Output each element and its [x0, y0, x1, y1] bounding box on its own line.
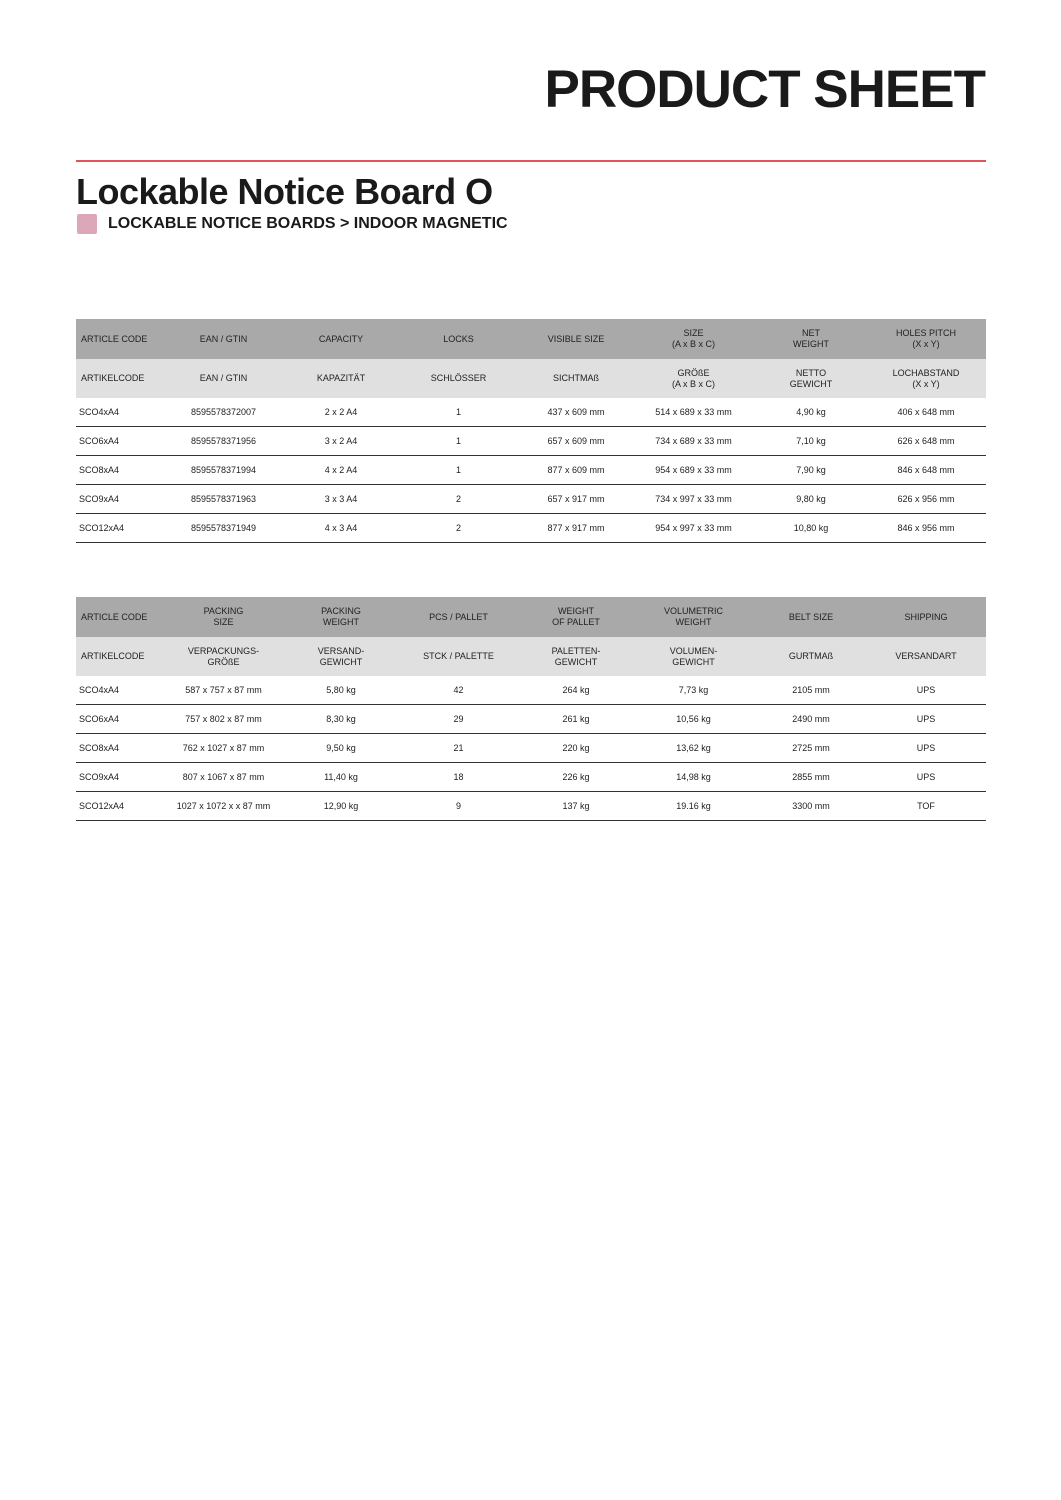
column-header-text: ARTIKELCODE [81, 373, 145, 383]
column-header [866, 597, 986, 637]
table-cell: SCO4xA4 [76, 676, 161, 705]
table-cell: 9 [396, 792, 521, 821]
table-cell: 4,90 kg [756, 398, 866, 427]
table-cell: UPS [866, 763, 986, 792]
table-row [76, 398, 986, 427]
table-cell: 10,80 kg [756, 514, 866, 543]
category-color-swatch [77, 214, 97, 234]
table-cell: 2490 mm [756, 705, 866, 734]
table-cell: 877 x 609 mm [521, 456, 631, 485]
table-cell: 657 x 917 mm [521, 485, 631, 514]
table-cell: 137 kg [521, 792, 631, 821]
table-cell: 2 [396, 514, 521, 543]
table-cell: UPS [866, 734, 986, 763]
table-cell: 261 kg [521, 705, 631, 734]
table-cell: 264 kg [521, 676, 631, 705]
column-header-text: WEIGHT [675, 617, 712, 627]
column-header [76, 637, 161, 676]
table-cell: 2855 mm [756, 763, 866, 792]
column-header-text: SICHTMAß [553, 373, 599, 383]
column-header-text: VISIBLE SIZE [547, 333, 605, 344]
table-cell: 807 x 1067 x 87 mm [161, 763, 286, 792]
table-cell: 11,40 kg [286, 763, 396, 792]
product-title: Lockable Notice Board O [76, 171, 493, 212]
category-breadcrumb [77, 213, 508, 235]
table-cell: 10,56 kg [631, 705, 756, 734]
column-header [756, 319, 866, 359]
table-cell: 4 x 3 A4 [286, 514, 396, 543]
table-cell: 846 x 648 mm [866, 456, 986, 485]
column-header [521, 597, 631, 637]
table-cell: 1 [396, 427, 521, 456]
table-row [76, 734, 986, 763]
table-cell: 18 [396, 763, 521, 792]
table-cell: 7,10 kg [756, 427, 866, 456]
column-header [631, 319, 756, 359]
column-header [396, 359, 521, 398]
table-cell: 954 x 997 x 33 mm [631, 514, 756, 543]
table-cell: 220 kg [521, 734, 631, 763]
table-cell: SCO9xA4 [76, 763, 161, 792]
column-header [631, 359, 756, 398]
table-cell: 2 [396, 485, 521, 514]
column-header-text: HOLES PITCH [895, 328, 956, 338]
column-header [521, 637, 631, 676]
column-header-text: GEWICHT [554, 656, 598, 667]
column-header [286, 319, 396, 359]
table-cell: 3300 mm [756, 792, 866, 821]
table-cell: 406 x 648 mm [866, 398, 986, 427]
column-header-text: LOCKS [443, 333, 474, 344]
column-header-text: SHIPPING [904, 611, 948, 622]
table-cell: TOF [866, 792, 986, 821]
column-header-text: SIZE [213, 617, 234, 627]
column-header-text: ARTICLE CODE [81, 333, 148, 344]
table-cell: 8595578371994 [161, 456, 286, 485]
table-cell: 19.16 kg [631, 792, 756, 821]
column-header-text: STCK / PALETTE [423, 651, 494, 661]
table-cell: SCO9xA4 [76, 485, 161, 514]
table-cell: 757 x 802 x 87 mm [161, 705, 286, 734]
table-row [76, 705, 986, 734]
column-header-text: LOCHABSTAND [892, 367, 960, 378]
column-header-text: KAPAZITÄT [316, 373, 366, 383]
document-title: PRODUCT SHEET [544, 60, 985, 119]
column-header [76, 319, 161, 359]
table-cell: 734 x 689 x 33 mm [631, 427, 756, 456]
table-cell: SCO6xA4 [76, 705, 161, 734]
table-cell: 12,90 kg [286, 792, 396, 821]
table-cell: 9,50 kg [286, 734, 396, 763]
column-header-text: GEWICHT [789, 378, 833, 389]
table-cell: 846 x 956 mm [866, 514, 986, 543]
column-header [161, 637, 286, 676]
header-row-english [76, 319, 986, 359]
column-header-text: GRÖßE [207, 656, 240, 667]
column-header [286, 597, 396, 637]
column-header [521, 319, 631, 359]
column-header-text: GEWICHT [672, 656, 715, 667]
column-header [76, 597, 161, 637]
table-cell: 626 x 648 mm [866, 427, 986, 456]
column-header [866, 359, 986, 398]
table-cell: 13,62 kg [631, 734, 756, 763]
column-header-text: NET [802, 328, 820, 338]
table-cell: 954 x 689 x 33 mm [631, 456, 756, 485]
column-header-text: NETTO [795, 367, 827, 378]
column-header-text: PCS / PALLET [429, 611, 488, 622]
column-header-text: (A x B x C) [671, 339, 715, 349]
column-header [286, 359, 396, 398]
category-label: LOCKABLE NOTICE BOARDS > INDOOR MAGNETIC [108, 215, 508, 232]
table-row [76, 456, 986, 485]
table-row [76, 676, 986, 705]
column-header [631, 637, 756, 676]
table-cell: 3 x 3 A4 [286, 485, 396, 514]
table-cell: 3 x 2 A4 [286, 427, 396, 456]
table-cell: 657 x 609 mm [521, 427, 631, 456]
column-header [756, 597, 866, 637]
table-cell: 29 [396, 705, 521, 734]
column-header [866, 637, 986, 676]
table-cell: SCO12xA4 [76, 792, 161, 821]
table-cell: 9,80 kg [756, 485, 866, 514]
table-cell: 626 x 956 mm [866, 485, 986, 514]
table-cell: 8595578371963 [161, 485, 286, 514]
column-header [161, 359, 286, 398]
column-header-text: EAN / GTIN [199, 373, 248, 383]
column-header-text: WEIGHT [323, 617, 359, 627]
column-header-text: (A x B x C) [671, 378, 715, 389]
table-cell: 8,30 kg [286, 705, 396, 734]
table-cell: 2105 mm [756, 676, 866, 705]
table-cell: 8595578372007 [161, 398, 286, 427]
table-cell: 1 [396, 456, 521, 485]
column-header [161, 319, 286, 359]
column-header-text: ARTIKELCODE [81, 651, 145, 661]
table-cell: SCO8xA4 [76, 734, 161, 763]
column-header [756, 359, 866, 398]
table-cell: 4 x 2 A4 [286, 456, 396, 485]
table-cell: 8595578371949 [161, 514, 286, 543]
table-row [76, 792, 986, 821]
column-header-text: BELT SIZE [788, 611, 834, 622]
header-row-english [76, 597, 986, 637]
table-cell: 7,90 kg [756, 456, 866, 485]
column-header-text: GURTMAß [788, 651, 834, 661]
column-header-text: PACKING [321, 606, 361, 616]
packing-specification-table [76, 597, 986, 821]
title-divider [76, 160, 986, 162]
column-header-text: EAN / GTIN [199, 333, 248, 344]
table-cell: 2 x 2 A4 [286, 398, 396, 427]
table-cell: 5,80 kg [286, 676, 396, 705]
column-header-text: (X x Y) [912, 378, 940, 389]
table-cell: SCO4xA4 [76, 398, 161, 427]
table-cell: 877 x 917 mm [521, 514, 631, 543]
column-header-text: PACKING [203, 606, 244, 616]
table-cell: 437 x 609 mm [521, 398, 631, 427]
table-cell: UPS [866, 705, 986, 734]
table-cell: SCO8xA4 [76, 456, 161, 485]
column-header-text: GRÖßE [677, 367, 710, 378]
column-header-text: VERPACKUNGS- [187, 645, 260, 656]
column-header [866, 319, 986, 359]
column-header-text: SCHLÖSSER [430, 373, 487, 383]
table-cell: 7,73 kg [631, 676, 756, 705]
column-header-text: GEWICHT [319, 656, 363, 667]
column-header-text: VERSANDART [895, 651, 957, 661]
column-header-text: WEIGHT [558, 606, 594, 616]
table-cell: 762 x 1027 x 87 mm [161, 734, 286, 763]
column-header [521, 359, 631, 398]
column-header-text: VOLUMETRIC [663, 606, 723, 616]
table-cell: 734 x 997 x 33 mm [631, 485, 756, 514]
column-header [396, 637, 521, 676]
table-cell: 8595578371956 [161, 427, 286, 456]
column-header-text: CAPACITY [318, 333, 364, 344]
table-cell: 587 x 757 x 87 mm [161, 676, 286, 705]
table-row [76, 763, 986, 792]
column-header-text: WEIGHT [793, 339, 829, 349]
column-header-text: OF PALLET [552, 617, 600, 627]
column-header-text: ARTICLE CODE [81, 611, 148, 622]
product-specification-table [76, 319, 986, 543]
table-cell: UPS [866, 676, 986, 705]
column-header [76, 359, 161, 398]
column-header-text: VOLUMEN- [669, 645, 718, 656]
table-cell: 226 kg [521, 763, 631, 792]
table-cell: 2725 mm [756, 734, 866, 763]
column-header-text: (X x Y) [912, 339, 940, 349]
column-header [396, 319, 521, 359]
header-row-german [76, 637, 986, 676]
table-cell: 14,98 kg [631, 763, 756, 792]
table-cell: SCO12xA4 [76, 514, 161, 543]
table-cell: 1 [396, 398, 521, 427]
column-header [161, 597, 286, 637]
table-cell: 21 [396, 734, 521, 763]
table-cell: 1027 x 1072 x x 87 mm [161, 792, 286, 821]
column-header-text: SIZE [683, 328, 704, 338]
table-cell: 42 [396, 676, 521, 705]
table-row [76, 427, 986, 456]
table-cell: SCO6xA4 [76, 427, 161, 456]
column-header [286, 637, 396, 676]
header-row-german [76, 359, 986, 398]
column-header-text: PALETTEN- [551, 645, 601, 656]
column-header-text: VERSAND- [317, 645, 365, 656]
column-header [631, 597, 756, 637]
table-row [76, 485, 986, 514]
table-cell: 514 x 689 x 33 mm [631, 398, 756, 427]
column-header [396, 597, 521, 637]
table-row [76, 514, 986, 543]
column-header [756, 637, 866, 676]
